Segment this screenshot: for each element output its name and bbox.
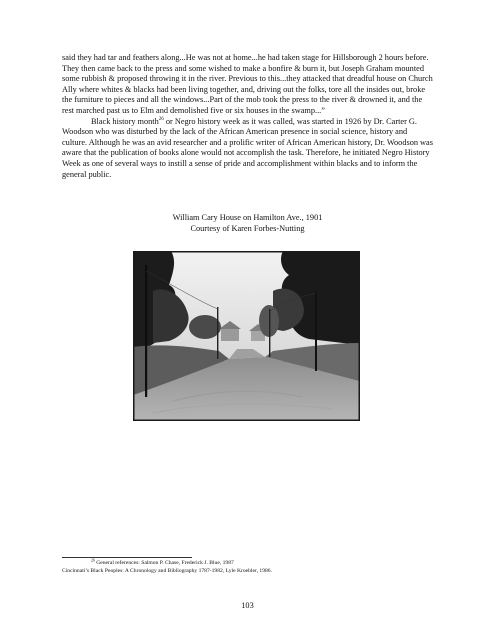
footnote-26-continuation: Cincinnati’s Black Peoples: A Chronology and Bibliography 1787-1982, Lyle Kroebler, 1986. (62, 567, 272, 574)
footnote-reference: 26 (158, 116, 164, 122)
page-number: 103 (241, 601, 254, 610)
caption-title: William Cary House on Hamilton Ave., 1901 (172, 213, 323, 222)
paragraph-black-history-month (62, 117, 434, 181)
street-scene-image (133, 251, 360, 421)
caption-credit: Courtesy of Karen Forbes-Nutting (190, 223, 305, 233)
historical-photograph (133, 251, 360, 421)
photo-caption (120, 213, 375, 234)
paragraph-text-start: Black history month (91, 116, 159, 126)
footnotes (62, 560, 442, 575)
paragraph-mob-account: said they had tar and feathers along...He was not at home...he had taken stage for Hillsborough 2 hours before. They then came back to the press and some wished to make a bonfire & burn it, but Joseph Graham mounted some rubbish & proposed throwing it in the river. Previous to this...they attacked that dreadful house on Church Ally where whites & blacks had been living together, and, driving out the folks, tore all the insides out, broke the furniture to pieces and all the windows...Part of the mob took the press to the river & drowned it, and the rest marched past us to Elm and demolished five or six houses in the swamp...” (62, 53, 433, 115)
footnote-number: 26 (91, 558, 95, 563)
footnote-26-text: General references: Salmon P. Chase, Frederick J. Blue, 1987 (94, 560, 234, 566)
body-text (62, 53, 434, 180)
footnote-26 (62, 560, 442, 568)
paragraph-text-rest: or Negro history week as it was called, was started in 1926 by Dr. Carter G. Woodson who was disturbed by the lack of the African American presence in social science, history and culture. Although he was an avid researcher and a prolific writer of African American history, Dr. Woodson was aware that the publication of books alone would not accomplish the task. Therefore, he initiated Negro History Week as one of several ways to instill a sense of pride and accomplishment within blacks and to inform the general public. (62, 116, 433, 179)
footnote-divider (62, 557, 192, 558)
